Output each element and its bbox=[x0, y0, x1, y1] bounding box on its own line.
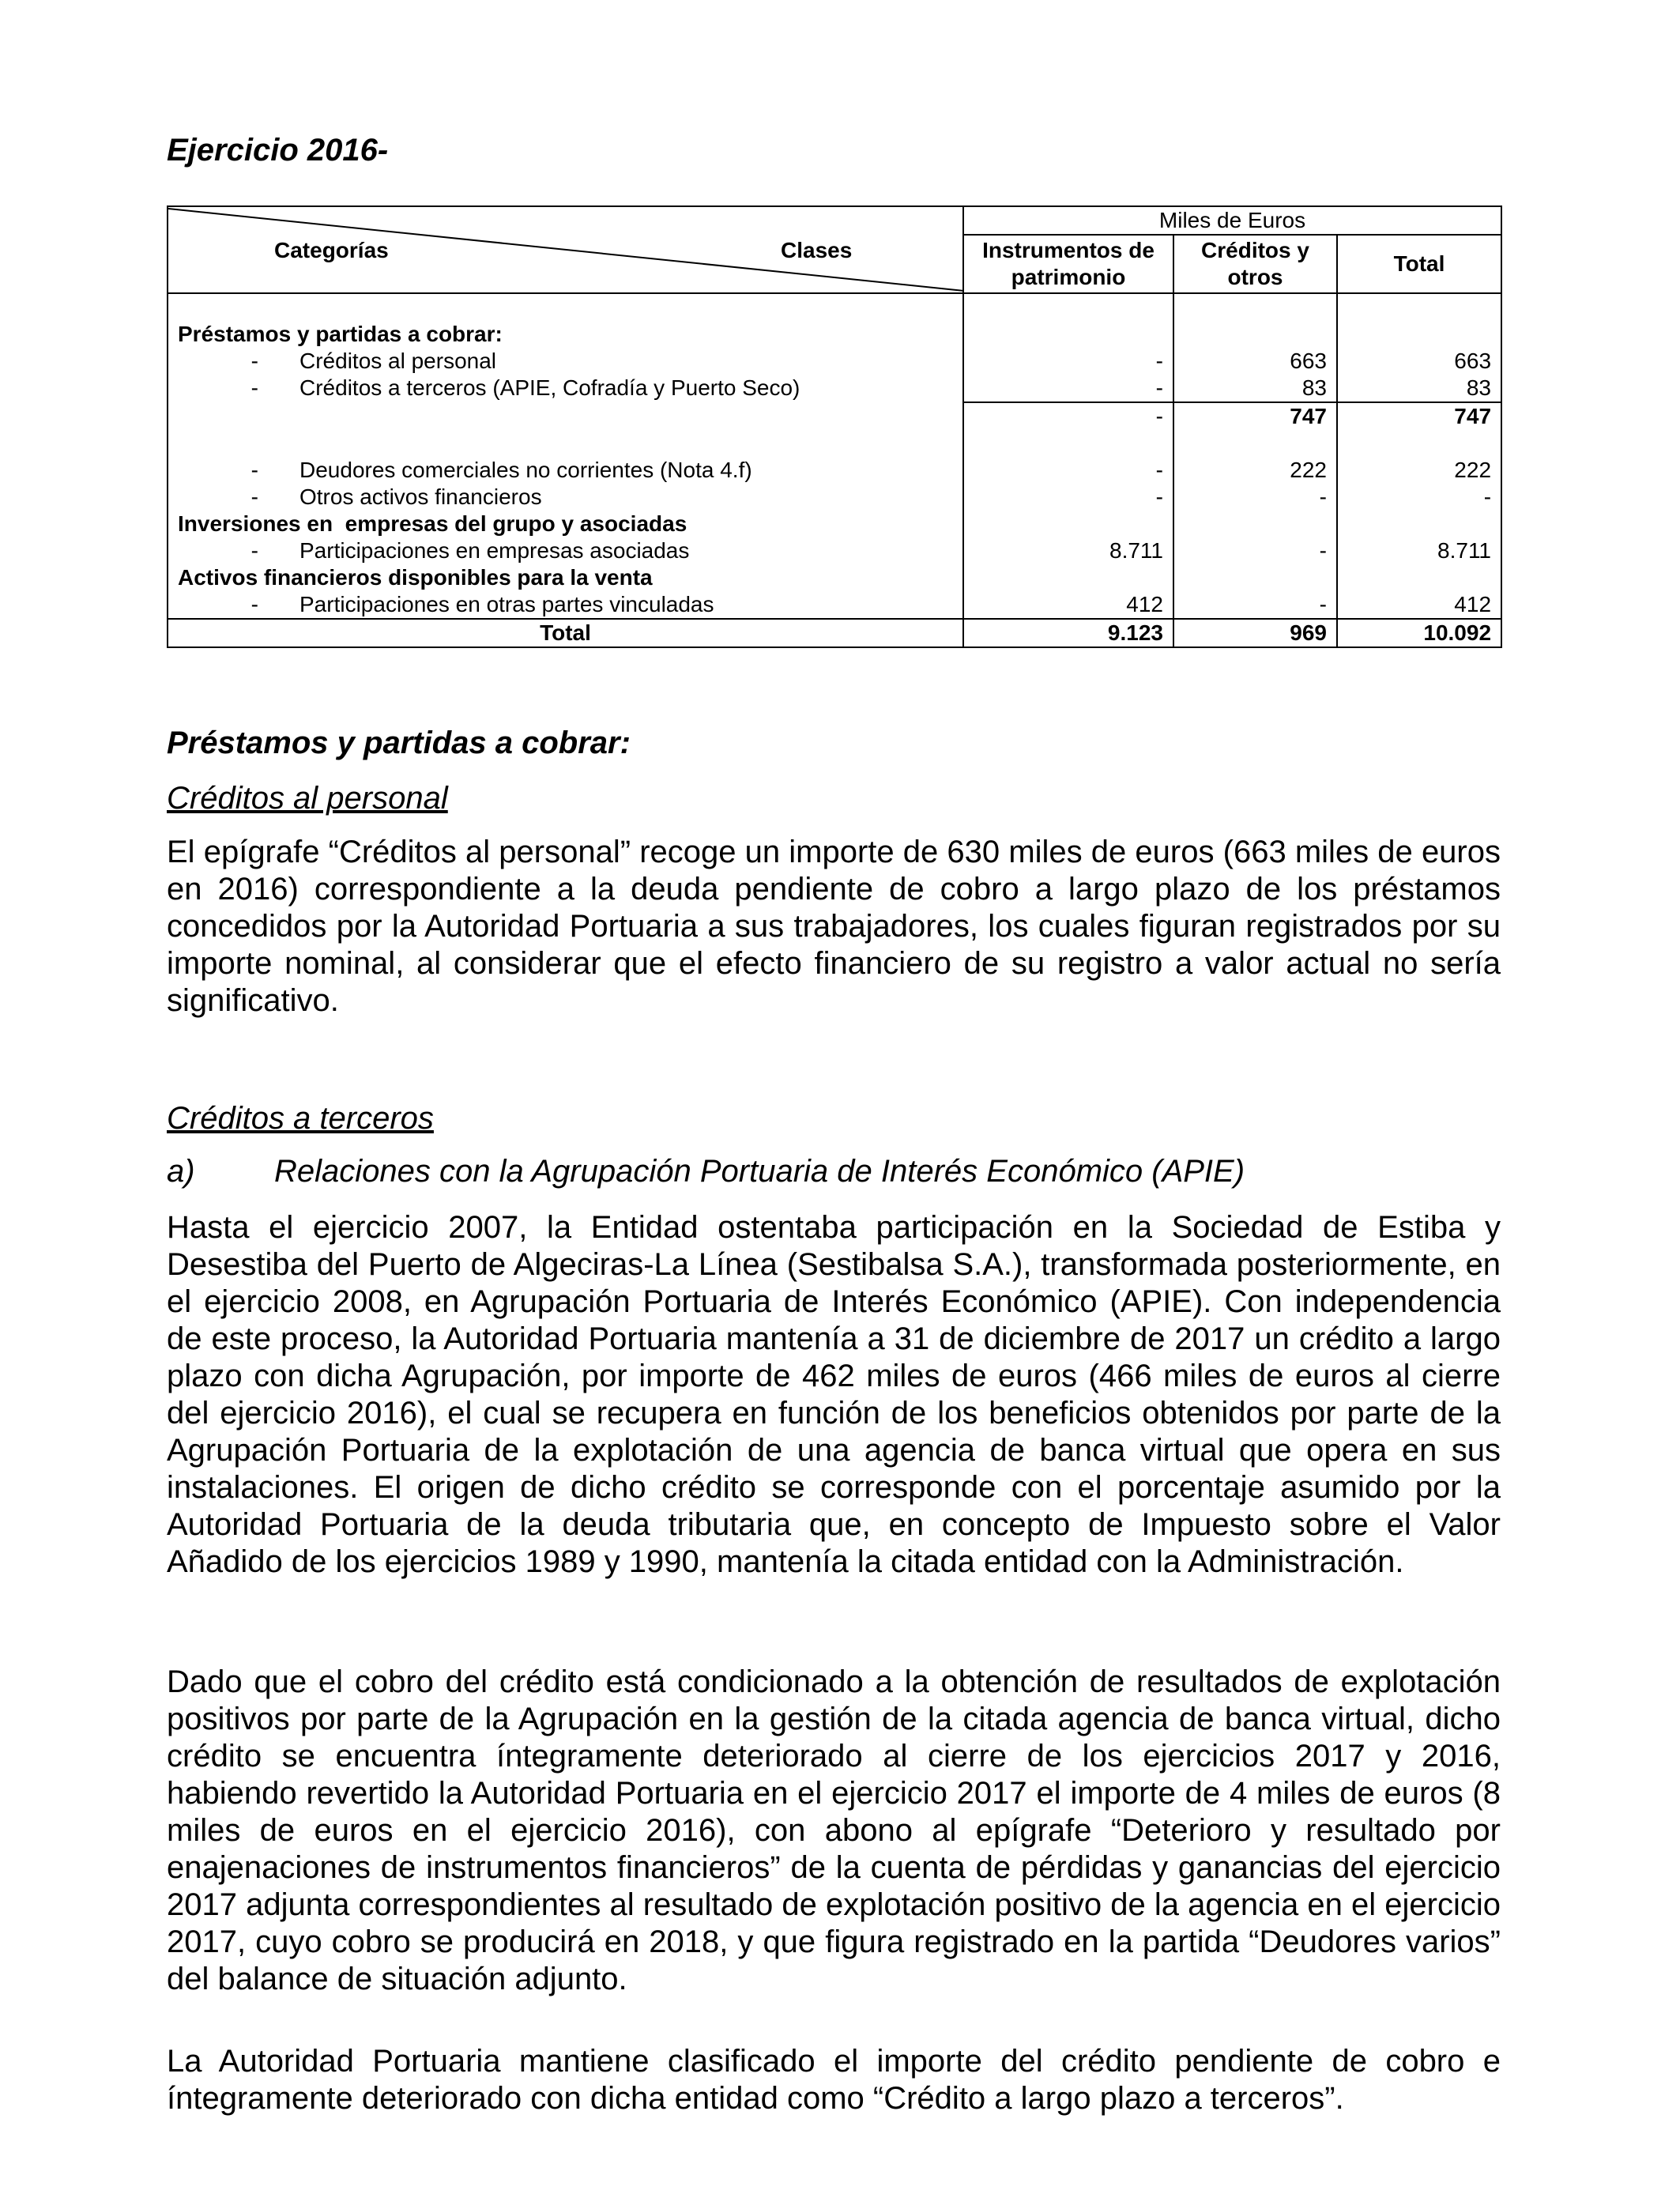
cell-value: 747 bbox=[1337, 402, 1501, 430]
subsection-title-creditos-terceros: Créditos a terceros bbox=[167, 1101, 434, 1136]
cell-value: 663 bbox=[1337, 348, 1501, 375]
table-row bbox=[168, 348, 1501, 375]
row-dash: - bbox=[250, 375, 258, 400]
row-label: Otros activos financieros bbox=[299, 484, 542, 509]
section-title: Préstamos y partidas a cobrar: bbox=[167, 726, 631, 760]
list-item-text: Relaciones con la Agrupación Portuaria de Interés Económico (APIE) bbox=[274, 1154, 1245, 1189]
header-miles-euros: Miles de Euros bbox=[963, 206, 1501, 235]
cell-value: - bbox=[963, 402, 1173, 430]
header-clases: Clases bbox=[781, 238, 853, 262]
row-dash: - bbox=[250, 538, 258, 563]
row-label: Participaciones en otras partes vinculadas bbox=[299, 592, 714, 616]
row-label: Inversiones en empresas del grupo y asociadas bbox=[168, 511, 963, 537]
cell-value: 10.092 bbox=[1337, 619, 1501, 647]
table-row bbox=[168, 321, 1501, 348]
row-dash: - bbox=[250, 484, 258, 509]
table-row bbox=[168, 375, 1501, 402]
cell-value: 969 bbox=[1173, 619, 1337, 647]
table-header-diagonal bbox=[168, 206, 963, 293]
header-creditos-otros: Créditos y otros bbox=[1173, 235, 1337, 293]
cell-value: 222 bbox=[1173, 457, 1337, 484]
subsection-title-creditos-personal: Créditos al personal bbox=[167, 781, 448, 816]
page-heading: Ejercicio 2016- bbox=[167, 133, 389, 168]
list-item-marker: a) bbox=[167, 1154, 195, 1189]
row-label: Préstamos y partidas a cobrar: bbox=[168, 321, 963, 348]
cell-value: 8.711 bbox=[1337, 537, 1501, 564]
cell-value: 83 bbox=[1337, 375, 1501, 402]
row-label: Activos financieros disponibles para la venta bbox=[168, 564, 963, 591]
cell-value: 747 bbox=[1173, 402, 1337, 430]
cell-value: 412 bbox=[1337, 591, 1501, 619]
cell-value: - bbox=[963, 348, 1173, 375]
total-label: Total bbox=[168, 619, 963, 647]
header-categorias: Categorías bbox=[274, 238, 389, 262]
row-dash: - bbox=[250, 458, 258, 482]
cell-value: - bbox=[1173, 591, 1337, 619]
cell-value: 8.711 bbox=[963, 537, 1173, 564]
cell-value: 222 bbox=[1337, 457, 1501, 484]
table-row bbox=[168, 591, 1501, 619]
header-instrumentos: Instrumentos de patrimonio bbox=[963, 235, 1173, 293]
cell-value: 9.123 bbox=[963, 619, 1173, 647]
row-dash: - bbox=[250, 592, 258, 616]
paragraph-apie-3: La Autoridad Portuaria mantiene clasificado el importe del crédito pendiente de cobro e íntegramente deteriorado con dicha entidad como “Crédito a largo plazo a terceros”. bbox=[167, 2044, 1501, 2116]
table-row bbox=[168, 564, 1501, 591]
table-row bbox=[168, 484, 1501, 511]
paragraph-creditos-personal: El epígrafe “Créditos al personal” recoge un importe de 630 miles de euros (663 miles de euros en 2016) correspondiente a la deuda pendiente de cobro a largo plazo de los préstamos concedidos por la Autoridad Portuaria a sus trabajadores, los cuales figuran registrados por su importe nominal, al considerar que el efecto financiero de su registro a valor actual no sería significativo. bbox=[167, 835, 1501, 1018]
row-label: Créditos al personal bbox=[299, 349, 497, 373]
cell-value: 663 bbox=[1173, 348, 1337, 375]
cell-value: - bbox=[963, 457, 1173, 484]
list-item-a bbox=[167, 1152, 1245, 1191]
row-dash: - bbox=[250, 349, 258, 373]
table-row-total bbox=[168, 619, 1501, 647]
cell-value: - bbox=[963, 375, 1173, 402]
row-label: Créditos a terceros (APIE, Cofradía y Puerto Seco) bbox=[299, 375, 800, 400]
row-label: Participaciones en empresas asociadas bbox=[299, 538, 690, 563]
paragraph-apie-2: Dado que el cobro del crédito está condicionado a la obtención de resultados de explotación positivos por parte de la Agrupación en la gestión de la citada agencia de banca virtual, dicho crédito se encuentra íntegramente deteriorado al cierre de los ejercicios 2017 y 2016, habiendo revertido la Autoridad Portuaria en el ejercicio 2017 el importe de 4 miles de euros (8 miles de euros en el ejercicio 2016), con abono al epígrafe “Deterioro y resultado por enajenaciones de instrumentos financieros” de la cuenta de pérdidas y ganancias del ejercicio 2017 adjunta correspondientes al resultado de explotación positivo de la agencia en el ejercicio 2017, cuyo cobro se producirá en 2018, y que figura registrado en la partida “Deudores varios” del balance de situación adjunto. bbox=[167, 1664, 1501, 1996]
cell-value: - bbox=[1173, 484, 1337, 511]
table-row bbox=[168, 537, 1501, 564]
cell-value: 83 bbox=[1173, 375, 1337, 402]
paragraph-apie-1: Hasta el ejercicio 2007, la Entidad ostentaba participación en la Sociedad de Estiba y Desestiba del Puerto de Algeciras-La Línea (Sestibalsa S.A.), transformada posteriormente, en el ejercicio 2008, en Agrupación Portuaria de Interés Económico (APIE). Con independencia de este proceso, la Autoridad Portuaria mantenía a 31 de diciembre de 2017 un crédito a largo plazo con dicha Agrupación, por importe de 462 miles de euros (466 miles de euros al cierre del ejercicio 2016), el cual se recupera en función de los beneficios obtenidos por parte de la Agrupación Portuaria de la explotación de una agencia de banca virtual que opera en sus instalaciones. El origen de dicho crédito se corresponde con el porcentaje asumido por la Autoridad Portuaria de la deuda tributaria que, en concepto de Impuesto sobre el Valor Añadido de los ejercicios 1989 y 1990, mantenía la citada entidad con la Administración. bbox=[167, 1210, 1501, 1579]
table-row-subtotal bbox=[168, 402, 1501, 430]
row-label: Deudores comerciales no corrientes (Nota 4.f) bbox=[299, 458, 752, 482]
cell-value: - bbox=[1337, 484, 1501, 511]
cell-value: - bbox=[1173, 537, 1337, 564]
header-total: Total bbox=[1337, 235, 1501, 293]
table-row bbox=[168, 457, 1501, 484]
table-row bbox=[168, 511, 1501, 537]
cell-value: - bbox=[963, 484, 1173, 511]
cell-value: 412 bbox=[963, 591, 1173, 619]
financial-assets-table bbox=[167, 205, 1502, 648]
